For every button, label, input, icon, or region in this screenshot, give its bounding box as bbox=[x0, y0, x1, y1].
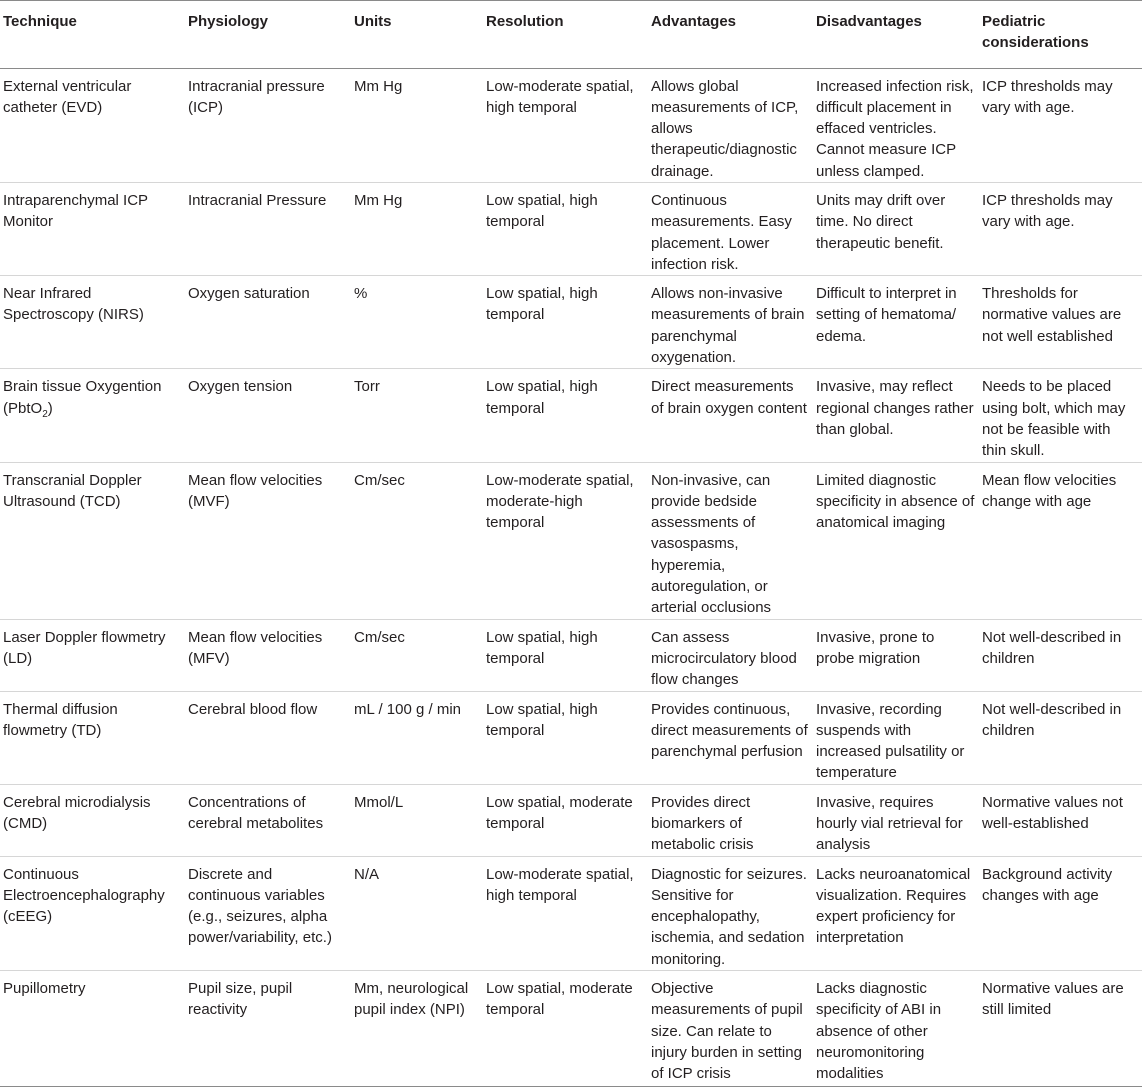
cell-technique bbox=[0, 369, 185, 462]
table-row bbox=[0, 784, 1142, 856]
cell-pediatric: Not well-described in children bbox=[979, 691, 1142, 784]
cell-disadvantages: Invasive, requires hourly vial retrieval for analysis bbox=[813, 784, 979, 856]
cell-pediatric: Normative values are still limited bbox=[979, 971, 1142, 1087]
cell-pediatric: Mean flow velocities change with age bbox=[979, 462, 1142, 619]
cell-disadvantages: Lacks neuroanatomical visualization. Requires expert proficiency for interpretation bbox=[813, 856, 979, 970]
cell-units: Mm Hg bbox=[351, 182, 483, 275]
cell-advantages: Objective measurements of pupil size. Can relate to injury burden in setting of ICP crisis bbox=[648, 971, 813, 1087]
cell-advantages: Provides continuous, direct measurements of parenchymal perfusion bbox=[648, 691, 813, 784]
cell-resolution: Low spatial, high temporal bbox=[483, 182, 648, 275]
cell-resolution: Low spatial, high temporal bbox=[483, 369, 648, 462]
header-disadvantages: Disadvantages bbox=[813, 0, 979, 68]
header-resolution: Resolution bbox=[483, 0, 648, 68]
table-row bbox=[0, 619, 1142, 691]
cell-technique: Pupillometry bbox=[0, 971, 185, 1087]
cell-advantages: Allows global measurements of ICP, allows therapeutic/diagnostic drainage. bbox=[648, 68, 813, 182]
cell-resolution: Low-moderate spatial, moderate-high temporal bbox=[483, 462, 648, 619]
table-row bbox=[0, 462, 1142, 619]
header-physiology: Physiology bbox=[185, 0, 351, 68]
cell-physiology: Discrete and continuous variables (e.g., seizures, alpha power/variability, etc.) bbox=[185, 856, 351, 970]
table-header bbox=[0, 0, 1142, 68]
cell-resolution: Low spatial, moderate temporal bbox=[483, 784, 648, 856]
cell-technique: Laser Doppler flowmetry (LD) bbox=[0, 619, 185, 691]
cell-advantages: Continuous measurements. Easy placement. Lower infection risk. bbox=[648, 182, 813, 275]
cell-advantages: Allows non-invasive measurements of brain parenchymal oxygenation. bbox=[648, 276, 813, 369]
cell-physiology: Intracranial Pressure bbox=[185, 182, 351, 275]
cell-disadvantages: Lacks diagnostic specificity of ABI in absence of other neuromonitoring modalities bbox=[813, 971, 979, 1087]
cell-resolution: Low-moderate spatial, high temporal bbox=[483, 856, 648, 970]
table-row bbox=[0, 856, 1142, 970]
cell-disadvantages: Difficult to interpret in setting of hematoma/ edema. bbox=[813, 276, 979, 369]
cell-units: mL / 100 g / min bbox=[351, 691, 483, 784]
table-row bbox=[0, 369, 1142, 462]
cell-units: Cm/sec bbox=[351, 619, 483, 691]
cell-advantages: Can assess microcirculatory blood flow changes bbox=[648, 619, 813, 691]
cell-pediatric: Thresholds for normative values are not well established bbox=[979, 276, 1142, 369]
header-advantages: Advantages bbox=[648, 0, 813, 68]
cell-physiology: Pupil size, pupil reactivity bbox=[185, 971, 351, 1087]
cell-units: Mmol/L bbox=[351, 784, 483, 856]
cell-units: Torr bbox=[351, 369, 483, 462]
cell-resolution: Low spatial, high temporal bbox=[483, 276, 648, 369]
table-row bbox=[0, 691, 1142, 784]
cell-advantages: Non-invasive, can provide bedside assessments of vasospasms, hyperemia, autoregulation, or arterial occlusions bbox=[648, 462, 813, 619]
cell-physiology: Cerebral blood flow bbox=[185, 691, 351, 784]
cell-technique: External ventricular catheter (EVD) bbox=[0, 68, 185, 182]
technique-subscript: 2 bbox=[42, 408, 48, 420]
cell-units: Cm/sec bbox=[351, 462, 483, 619]
cell-technique: Near Infrared Spectroscopy (NIRS) bbox=[0, 276, 185, 369]
cell-resolution: Low-moderate spatial, high temporal bbox=[483, 68, 648, 182]
cell-advantages: Provides direct biomarkers of metabolic crisis bbox=[648, 784, 813, 856]
cell-physiology: Intracranial pressure (ICP) bbox=[185, 68, 351, 182]
technique-text: Brain tissue Oxygention (PbtO bbox=[3, 378, 162, 417]
cell-resolution: Low spatial, moderate temporal bbox=[483, 971, 648, 1087]
cell-technique: Thermal diffusion flowmetry (TD) bbox=[0, 691, 185, 784]
cell-pediatric: Needs to be placed using bolt, which may not be feasible with thin skull. bbox=[979, 369, 1142, 462]
cell-advantages: Diagnostic for seizures. Sensitive for encephalopathy, ischemia, and sedation monitoring. bbox=[648, 856, 813, 970]
cell-disadvantages: Increased infection risk, difficult placement in effaced ventricles. Cannot measure ICP unless clamped. bbox=[813, 68, 979, 182]
cell-disadvantages: Invasive, may reflect regional changes rather than global. bbox=[813, 369, 979, 462]
header-row bbox=[0, 0, 1142, 68]
cell-advantages: Direct measurements of brain oxygen content bbox=[648, 369, 813, 462]
table-row bbox=[0, 68, 1142, 182]
cell-units: N/A bbox=[351, 856, 483, 970]
cell-units: % bbox=[351, 276, 483, 369]
table-row bbox=[0, 182, 1142, 275]
cell-technique: Intraparenchymal ICP Monitor bbox=[0, 182, 185, 275]
cell-physiology: Oxygen tension bbox=[185, 369, 351, 462]
cell-disadvantages: Invasive, prone to probe migration bbox=[813, 619, 979, 691]
table-body bbox=[0, 68, 1142, 1087]
cell-pediatric: ICP thresholds may vary with age. bbox=[979, 182, 1142, 275]
cell-technique: Transcranial Doppler Ultrasound (TCD) bbox=[0, 462, 185, 619]
cell-units: Mm, neurological pupil index (NPI) bbox=[351, 971, 483, 1087]
header-pediatric: Pediatric considerations bbox=[979, 0, 1142, 68]
cell-units: Mm Hg bbox=[351, 68, 483, 182]
cell-physiology: Mean flow velocities (MVF) bbox=[185, 462, 351, 619]
header-units: Units bbox=[351, 0, 483, 68]
header-technique: Technique bbox=[0, 0, 185, 68]
cell-technique: Continuous Electroencephalography (cEEG) bbox=[0, 856, 185, 970]
table-row bbox=[0, 276, 1142, 369]
cell-disadvantages: Limited diagnostic specificity in absence of anatomical imaging bbox=[813, 462, 979, 619]
cell-physiology: Oxygen saturation bbox=[185, 276, 351, 369]
cell-disadvantages: Units may drift over time. No direct therapeutic benefit. bbox=[813, 182, 979, 275]
cell-disadvantages: Invasive, recording suspends with increased pulsatility or temperature bbox=[813, 691, 979, 784]
cell-physiology: Mean flow velocities (MFV) bbox=[185, 619, 351, 691]
technique-text-end: ) bbox=[47, 399, 53, 417]
cell-pediatric: Normative values not well-established bbox=[979, 784, 1142, 856]
cell-pediatric: Background activity changes with age bbox=[979, 856, 1142, 970]
cell-physiology: Concentrations of cerebral metabolites bbox=[185, 784, 351, 856]
cell-pediatric: ICP thresholds may vary with age. bbox=[979, 68, 1142, 182]
cell-resolution: Low spatial, high temporal bbox=[483, 619, 648, 691]
cell-technique: Cerebral microdialysis (CMD) bbox=[0, 784, 185, 856]
table-row bbox=[0, 971, 1142, 1087]
cell-resolution: Low spatial, high temporal bbox=[483, 691, 648, 784]
cell-pediatric: Not well-described in children bbox=[979, 619, 1142, 691]
